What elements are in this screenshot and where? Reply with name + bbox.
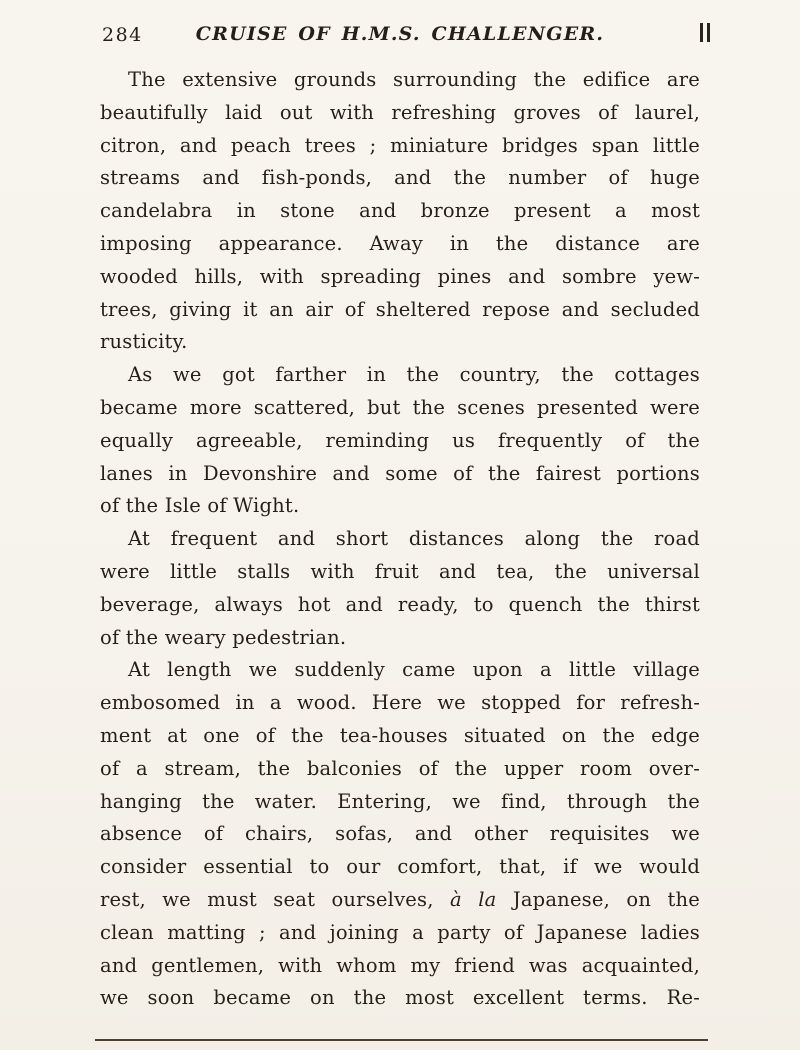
paragraph — [100, 359, 700, 523]
double-vertical-rule-icon — [700, 23, 710, 42]
text-line: ment at one of the tea-houses situated on the edge — [100, 723, 700, 747]
text-line: streams and fish-ponds, and the number of huge — [100, 166, 700, 190]
text-line: consider essential to our comfort, that, if we would — [100, 855, 700, 879]
page-body — [100, 64, 700, 1015]
text-line: The extensive grounds surrounding the edifice are — [128, 68, 700, 91]
paragraph — [100, 654, 700, 1015]
text-line: were little stalls with fruit and tea, the universal — [100, 559, 700, 583]
text-line: we soon became on the most excellent terms. Re- — [100, 986, 700, 1010]
text-segment: Japanese, on the — [496, 887, 700, 911]
text-line: of a stream, the balconies of the upper room over- — [100, 756, 700, 780]
text-line: embosomed in a wood. Here we stopped for refresh- — [100, 691, 700, 715]
text-line: clean matting ; and joining a party of Japanese ladies — [100, 920, 700, 944]
text-line: rusticity. — [100, 330, 188, 354]
text-line: of the weary pedestrian. — [100, 625, 347, 649]
text-line: As we got farther in the country, the cottages — [128, 363, 700, 387]
text-line — [100, 884, 700, 917]
text-line: At frequent and short distances along the road — [128, 527, 700, 551]
text-line: citron, and peach trees ; miniature bridges span little — [100, 133, 700, 157]
text-line: candelabra in stone and bronze present a most — [100, 199, 700, 223]
text-line: equally agreeable, reminding us frequently of the — [100, 428, 700, 452]
paragraph — [100, 64, 700, 359]
running-title: CRUISE OF H.M.S. CHALLENGER. — [195, 23, 605, 45]
italic-phrase: à la — [450, 887, 497, 911]
text-line: lanes in Devonshire and some of the fairest portions — [100, 461, 700, 485]
text-line: wooded hills, with spreading pines and sombre yew- — [100, 264, 700, 288]
page-edge-rule — [95, 1039, 708, 1041]
paragraph — [100, 523, 700, 654]
text-line: of the Isle of Wight. — [100, 494, 300, 518]
text-line: beverage, always hot and ready, to quench the thirst — [100, 592, 700, 616]
text-segment: rest, we must seat ourselves, — [100, 887, 451, 911]
page-number: 284 — [102, 24, 143, 46]
text-line: hanging the water. Entering, we find, through the — [100, 789, 700, 813]
page-header — [100, 22, 700, 50]
text-line: imposing appearance. Away in the distance are — [100, 231, 700, 255]
text-line: and gentlemen, with whom my friend was acquainted, — [100, 953, 700, 977]
text-line: At length we suddenly came upon a little village — [128, 658, 700, 682]
text-line: became more scattered, but the scenes presented were — [100, 395, 700, 419]
text-line: beautifully laid out with refreshing groves of laurel, — [100, 100, 700, 124]
text-line: absence of chairs, sofas, and other requisites we — [100, 822, 700, 846]
text-line: trees, giving it an air of sheltered repose and secluded — [100, 297, 700, 321]
